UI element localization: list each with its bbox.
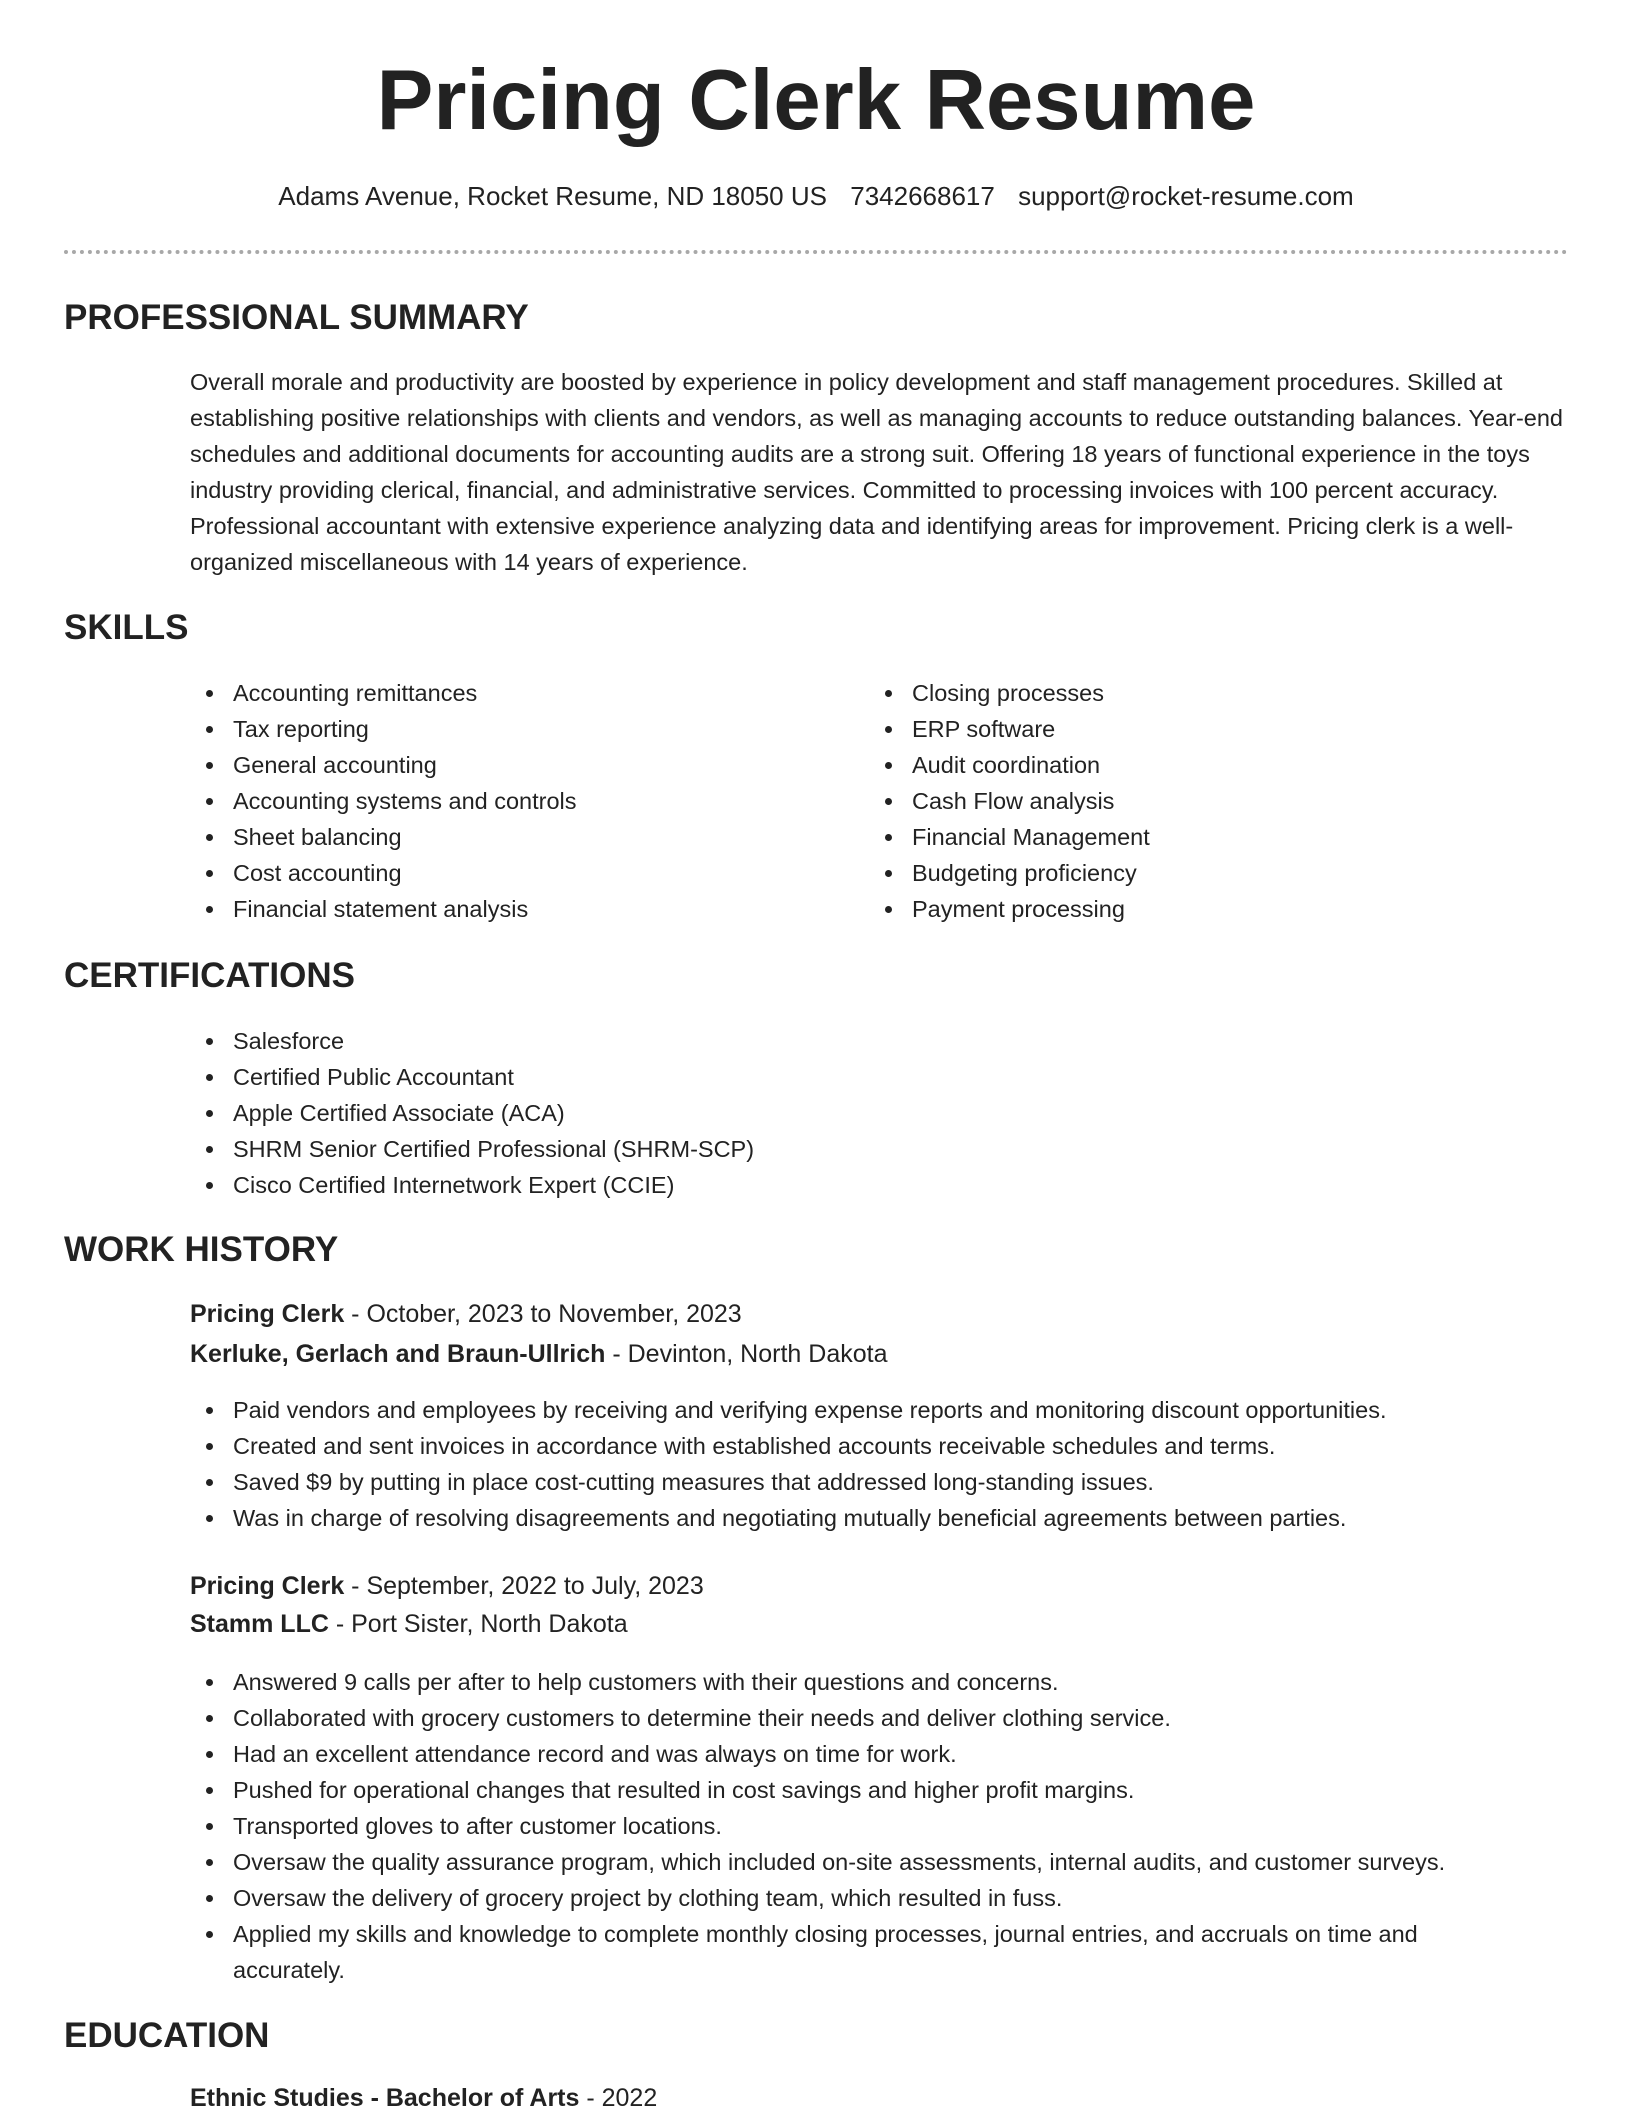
skills-heading: SKILLS — [64, 608, 189, 647]
job-1-company: Kerluke, Gerlach and Braun-Ullrich — [190, 1340, 606, 1368]
list-item: Had an excellent attendance record and was always on time for work. — [190, 1736, 1520, 1772]
education-year: - 2022 — [579, 2084, 658, 2112]
list-item: Closing processes — [869, 675, 1509, 711]
job-2-location: - Port Sister, North Dakota — [328, 1610, 628, 1638]
skills-list-left — [190, 675, 830, 927]
job-2-company-line — [190, 1610, 628, 1639]
list-item: Transported gloves to after customer locations. — [190, 1808, 1520, 1844]
list-item: SHRM Senior Certified Professional (SHRM-SCP) — [190, 1131, 1490, 1167]
list-item: Accounting systems and controls — [190, 783, 830, 819]
job-1-bullets — [190, 1392, 1570, 1536]
education-heading: EDUCATION — [64, 2016, 270, 2055]
list-item: Cash Flow analysis — [869, 783, 1509, 819]
education-degree: Ethnic Studies - Bachelor of Arts — [190, 2084, 580, 2112]
contact-line — [0, 181, 1632, 212]
summary-heading: PROFESSIONAL SUMMARY — [64, 298, 529, 337]
list-item: Paid vendors and employees by receiving and verifying expense reports and monitoring discount opportunities. — [190, 1392, 1570, 1428]
list-item: Cisco Certified Internetwork Expert (CCIE) — [190, 1167, 1490, 1203]
certifications-heading: CERTIFICATIONS — [64, 956, 356, 995]
job-1-location: - Devinton, North Dakota — [605, 1340, 888, 1368]
list-item: General accounting — [190, 747, 830, 783]
list-item: Financial Management — [869, 819, 1509, 855]
list-item: Certified Public Accountant — [190, 1059, 1490, 1095]
list-item: Collaborated with grocery customers to determine their needs and deliver clothing service. — [190, 1700, 1520, 1736]
job-1-company-line — [190, 1340, 887, 1369]
list-item: Financial statement analysis — [190, 891, 830, 927]
list-item: Saved $9 by putting in place cost-cutting measures that addressed long-standing issues. — [190, 1464, 1570, 1500]
job-2-title-line — [190, 1572, 704, 1601]
list-item: Accounting remittances — [190, 675, 830, 711]
list-item: Pushed for operational changes that resulted in cost savings and higher profit margins. — [190, 1772, 1520, 1808]
contact-email: support@rocket-resume.com — [1018, 181, 1354, 211]
job-2-bullets — [190, 1664, 1520, 1988]
list-item: ERP software — [869, 711, 1509, 747]
header-divider — [64, 250, 1568, 254]
contact-phone: 7342668617 — [850, 181, 995, 211]
list-item: Payment processing — [869, 891, 1509, 927]
certifications-list — [190, 1023, 1490, 1203]
education-line — [190, 2084, 657, 2113]
list-item: Audit coordination — [869, 747, 1509, 783]
resume-title: Pricing Clerk Resume — [376, 53, 1256, 148]
job-1-title-line — [190, 1300, 742, 1329]
list-item: Budgeting proficiency — [869, 855, 1509, 891]
contact-address: Adams Avenue, Rocket Resume, ND 18050 US — [278, 181, 827, 211]
list-item: Was in charge of resolving disagreements and negotiating mutually beneficial agreements between parties. — [190, 1500, 1570, 1536]
list-item: Oversaw the quality assurance program, which included on-site assessments, internal audits, and customer surveys. — [190, 1844, 1520, 1880]
list-item: Sheet balancing — [190, 819, 830, 855]
list-item: Oversaw the delivery of grocery project by clothing team, which resulted in fuss. — [190, 1880, 1520, 1916]
job-2-company: Stamm LLC — [190, 1610, 329, 1638]
job-1-dates: - October, 2023 to November, 2023 — [344, 1300, 742, 1328]
list-item: Cost accounting — [190, 855, 830, 891]
job-2-title: Pricing Clerk — [190, 1572, 345, 1600]
list-item: Apple Certified Associate (ACA) — [190, 1095, 1490, 1131]
skills-list-right — [869, 675, 1509, 927]
work-history-heading: WORK HISTORY — [64, 1230, 339, 1269]
job-2-dates: - September, 2022 to July, 2023 — [344, 1572, 704, 1600]
summary-text: Overall morale and productivity are boosted by experience in policy development and staff management procedures. Skilled at establishing positive relationships with clients and vendors, as well as managing accounts to reduce outstanding balances. Year-end schedules and additional documents for accounting audits are a strong suit. Offering 18 years of functional experience in the toys industry providing clerical, financial, and administrative services. Committed to processing invoices with 100 percent accuracy. Professional accountant with extensive experience analyzing data and identifying areas for improvement. Pricing clerk is a well-organized miscellaneous with 14 years of experience. — [190, 369, 1563, 575]
list-item: Salesforce — [190, 1023, 1490, 1059]
job-1-title: Pricing Clerk — [190, 1300, 345, 1328]
list-item: Answered 9 calls per after to help customers with their questions and concerns. — [190, 1664, 1520, 1700]
list-item: Applied my skills and knowledge to complete monthly closing processes, journal entries, and accruals on time and accurately. — [190, 1916, 1520, 1988]
list-item: Tax reporting — [190, 711, 830, 747]
list-item: Created and sent invoices in accordance with established accounts receivable schedules and terms. — [190, 1428, 1570, 1464]
